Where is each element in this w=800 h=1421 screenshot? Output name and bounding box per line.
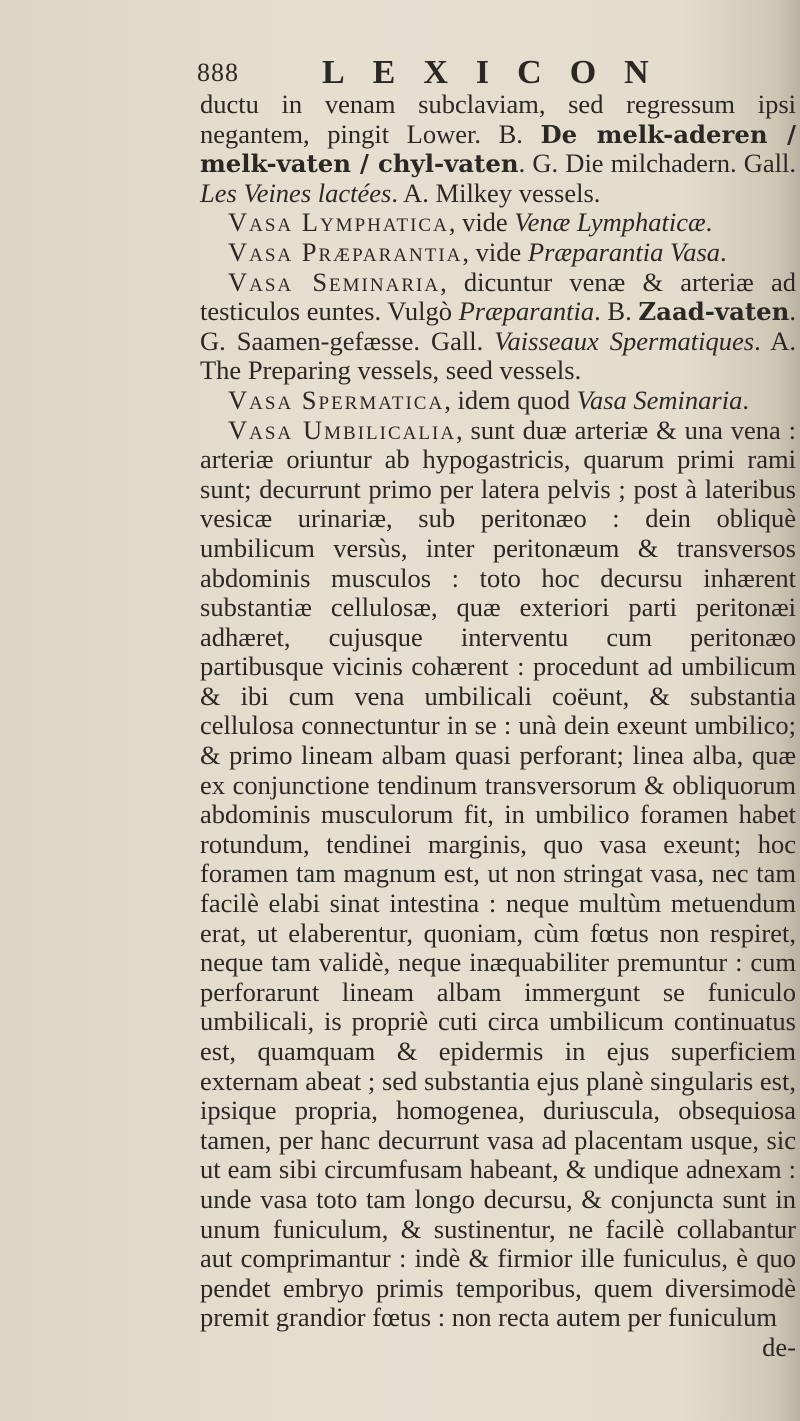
cross-reference: Venæ Lymphaticæ xyxy=(514,207,706,238)
running-title: LEXICON xyxy=(322,54,677,91)
cross-reference: Vasa Seminaria xyxy=(576,384,743,415)
cross-reference: Præparantia Vasa xyxy=(527,236,721,267)
headword: Vasa Spermatica xyxy=(228,384,445,415)
page-header xyxy=(197,53,797,93)
entry-vasa-umbilicalia: Vasa Umbilicalia, sunt duæ arteriæ & una vena : arteriæ oriuntur ab hypogastricis, quarum primi rami sunt; decurrunt primo per latera pelvis ; post à lateribus vesicæ urinariæ, sub peritonæo : dein obliquè umbilicum versùs, inter peritonæum & transversos abdominis musculos : toto hoc decursu inhærent substantiæ cellulosæ, quæ exteriori parti peritonæi adhæret, cujusque interventu cum peritonæo partibusque vicinis cohærent : procedunt ad umbilicum & ibi cum vena umbilicali coëunt, & substantia cellulosa connectuntur in se : unà dein exeunt umbilico; & primo lineam albam quasi perforant; linea alba, quæ ex conjunctione tendinum transversorum & obliquorum abdominis musculorum fit, in umbilico foramen habet rotundum, tendinei marginis, quo vasa exeunt; hoc foramen tam magnum est, ut non stringat vasa, nec tam facilè elabi sinat intestina : neque multùm metuendum erat, ut elaberentur, quoniam, cùm fœtus non respiret, neque tam validè, neque inæquabiliter premuntur : cum perforarunt lineam albam immergunt se funiculo umbilicali, is propriè cuti circa umbilicum continuatus est, quamquam & epidermis in ejus superficiem externam abeat ; sed substantia ejus planè singularis est, ipsique propria, homogenea, duriuscula, obsequiosa tamen, per hanc decurrunt vasa ad placentam usque, sic ut eam sibi circumfusam habeant, & undique adnexam : unde vasa toto tam longo decursu, & conjuncta sunt in unum funiculum, & sustinentur, ne facilè collabantur aut comprimantur : indè & firmior ille funiculus, è quo pendet embryo primis temporibus, quem diversimodè premit grandior fœtus : non recta autem per funiculum xyxy=(200,414,796,1333)
synonym: Præparantia xyxy=(458,296,595,327)
lexicon-text xyxy=(200,90,796,1363)
french-term: Les Veines lactées xyxy=(200,177,392,208)
headword: Vasa Præparantia xyxy=(228,236,463,267)
entry-vasa-spermatica: Vasa Spermatica, idem quod Vasa Seminaria. xyxy=(228,384,749,415)
entry-vasa-seminaria: Vasa Seminaria, dicuntur venæ & arteriæ ad testiculos euntes. Vulgò Præparantia. B. Zaad-vaten. G. Saamen-gefæsse. Gall. Vaisseaux Spermatiques. A. The Preparing vessels, seed vessels. xyxy=(200,266,796,386)
french-term: Vaisseaux Spermatiques xyxy=(494,325,755,356)
headword: Vasa Seminaria xyxy=(228,266,441,297)
entry-vasa-praeparantia: Vasa Præparantia, vide Præparantia Vasa. xyxy=(228,236,727,267)
page-number: 888 xyxy=(197,58,239,87)
entry-continuation: ductu in venam subclaviam, sed regressum ipsi negantem, pingit Lower. B. De melk-aderen / melk-vaten / chyl-vaten. G. Die milchadern. Gall. Les Veines lactées. A. Milkey vessels. xyxy=(200,89,796,208)
headword: Vasa Lymphatica xyxy=(228,207,449,238)
headword: Vasa Umbilicalia xyxy=(228,414,457,445)
dutch-term: Zaad-vaten xyxy=(638,297,790,327)
dutch-term: De melk-aderen / melk-vaten / chyl-vaten xyxy=(200,119,796,179)
entry-vasa-lymphatica: Vasa Lymphatica, vide Venæ Lymphaticæ. xyxy=(228,207,713,238)
catchword: de- xyxy=(762,1331,796,1362)
